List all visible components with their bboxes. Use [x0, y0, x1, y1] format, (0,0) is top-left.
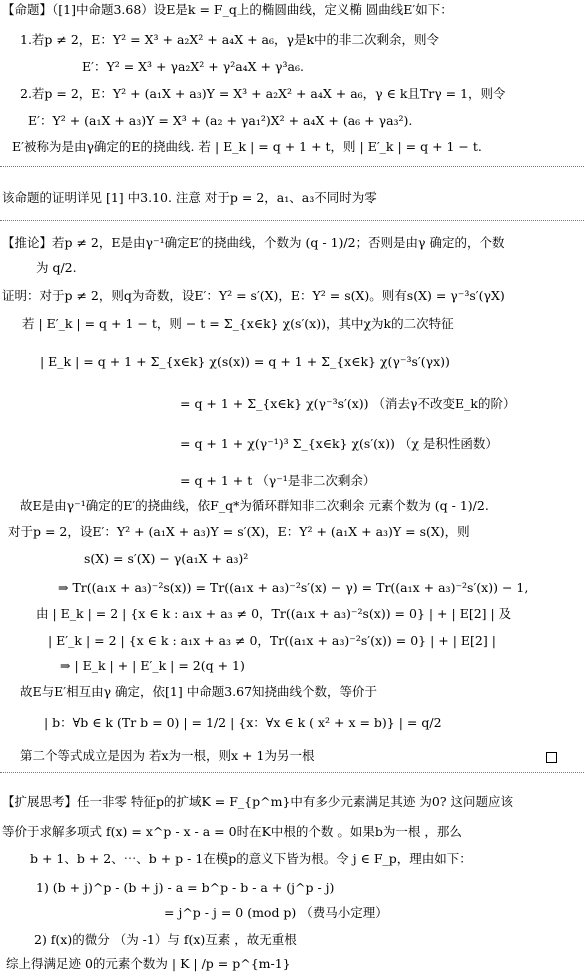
extension-line-5: = j^p - j = 0 (mod p) （费马小定理）	[164, 905, 388, 920]
proof-line-15: | b：∀b ∈ k (Tr b = 0) | = 1/2 | {x：∀x ∈ k ( x² + x = b)} | = q/2	[44, 715, 442, 730]
extension-line-1: 【扩展思考】任一非零 特征p的扩域K = F_{p^m}中有多少元素满足其迹 为0? 这问题应该	[2, 794, 513, 809]
proof-line-11: 由 | E_k | = 2 | {x ∈ k : a₁x + a₃ ≠ 0，Tr((a₁x + a₃)⁻²s(x)) = 0} | + | E[2] | 及	[36, 606, 512, 621]
proof-note: 该命题的证明详见 [1] 中3.10. 注意 对于p = 2，a₁、a₃不同时为零	[2, 190, 377, 205]
proof-line-5: = q + 1 + χ(γ⁻¹)³ Σ_{x∈k} χ(s′(x)) （χ 是积性函数）	[180, 436, 498, 451]
proof-line-13: ⇒ | E_k | + | E′_k | = 2(q + 1)	[60, 658, 245, 673]
divider	[0, 166, 584, 167]
proof-line-12: | E′_k | = 2 | {x ∈ k : a₁x + a₃ ≠ 0，Tr((a₁x + a₃)⁻²s′(x)) = 0} | + | E[2] |	[48, 633, 496, 648]
qed-box	[546, 752, 557, 763]
proof-line-2: 若 | E′_k | = q + 1 − t，则 − t = Σ_{x∈k} χ(s′(x))，其中χ为k的二次特征	[22, 316, 454, 331]
divider	[0, 220, 584, 221]
extension-line-7: 综上得满足迹 0的元素个数为 | K | /p = p^{m-1}	[6, 956, 291, 971]
extension-line-4: 1) (b + j)^p - (b + j) - a = b^p - b - a + (j^p - j)	[36, 880, 335, 895]
proposition-line-6: E′被称为是由γ确定的E的挠曲线. 若 | E_k | = q + 1 + t，则 | E′_k | = q + 1 − t.	[12, 139, 482, 154]
proof-line-9: s(X) = s′(X) − γ(a₁X + a₃)²	[84, 551, 249, 566]
proof-line-7: 故E是由γ⁻¹确定的E′的挠曲线，依F_q*为循环群知非二次剩余 元素个数为 (q - 1)/2.	[20, 498, 489, 513]
proposition-line-1: 【命题】（[1]中命题3.68）设E是k = F_q上的椭圆曲线，定义椭 圆曲线E′如下：	[2, 2, 453, 17]
proof-line-6: = q + 1 + t （γ⁻¹是非二次剩余）	[180, 473, 376, 488]
corollary-line-1: 【推论】若p ≠ 2，E是由γ⁻¹确定E′的挠曲线，个数为 (q - 1)/2；否则是由γ 确定的，个数	[2, 235, 505, 250]
proof-line-4: = q + 1 + Σ_{x∈k} χ(γ⁻³s′(x)) （消去γ不改变E_k的阶）	[180, 396, 516, 411]
proposition-line-2: 1.若p ≠ 2，E：Y² = X³ + a₂X² + a₄X + a₆，γ是k中的非二次剩余，则令	[20, 32, 440, 47]
proof-line-8: 对于p = 2，设E′：Y² + (a₁X + a₃)Y = s′(X)，E：Y² + (a₁X + a₃)Y = s(X)，则	[8, 524, 470, 539]
proposition-line-5: E′：Y² + (a₁X + a₃)Y = X³ + (a₂ + γa₁²)X² + a₄X + (a₆ + γa₃²).	[28, 113, 413, 128]
corollary-line-2: 为 q/2.	[36, 260, 77, 275]
proof-line-14: 故E与E′相互由γ 确定，依[1] 中命题3.67知挠曲线个数，等价于	[20, 684, 378, 699]
proof-line-16: 第二个等式成立是因为 若x为一根，则x + 1为另一根	[20, 748, 315, 763]
extension-line-2: 等价于求解多项式 f(x) = x^p - x - a = 0时在K中根的个数 。如果b为一根 ，那么	[2, 824, 462, 839]
proof-line-1: 证明：对于p ≠ 2，则q为奇数，设E′：Y² = s′(X)，E：Y² = s(X)。则有s(X) = γ⁻³s′(γX)	[2, 288, 505, 303]
proof-line-10: ⇒ Tr((a₁x + a₃)⁻²s(x)) = Tr((a₁x + a₃)⁻²s′(x) − γ) = Tr((a₁x + a₃)⁻²s′(x)) − 1,	[58, 580, 529, 595]
extension-line-3: b + 1、b + 2、⋯、b + p - 1在模p的意义下皆为根。令 j ∈ F_p，理由如下：	[30, 851, 472, 866]
proof-line-3: | E_k | = q + 1 + Σ_{x∈k} χ(s(x)) = q + 1 + Σ_{x∈k} χ(γ⁻³s′(γx))	[40, 354, 450, 369]
proposition-line-4: 2.若p = 2，E：Y² + (a₁X + a₃)Y = X³ + a₂X² + a₄X + a₆，γ ∈ k且Trγ = 1，则令	[20, 86, 506, 101]
extension-line-6: 2) f(x)的微分 （为 -1）与 f(x)互素 ，故无重根	[34, 932, 297, 947]
proposition-line-3: E′：Y² = X³ + γa₂X² + γ²a₄X + γ³a₆.	[82, 59, 304, 74]
divider	[0, 772, 584, 773]
